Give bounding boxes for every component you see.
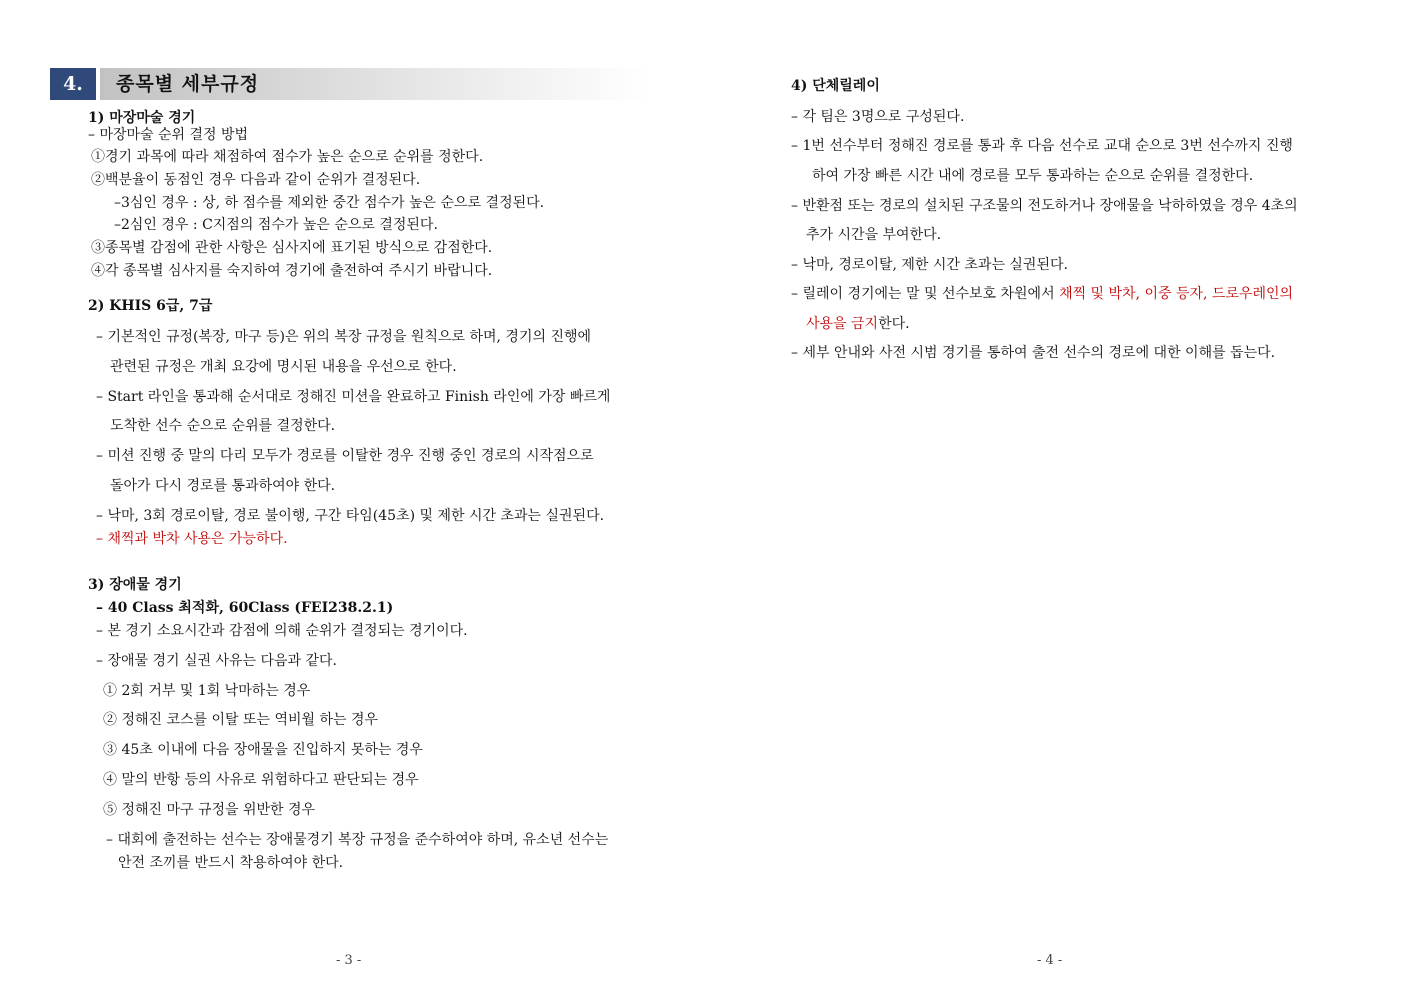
page-number-right: - 4 - (1037, 953, 1063, 968)
relay-line-7-prefix: – 릴레이 경기에는 말 및 선수보호 차원에서 (791, 286, 1060, 302)
relay-line-4: – 반환점 또는 경로의 설치된 구조물의 전도하거나 장애물을 낙하하였을 경우 4초의 (791, 198, 1298, 214)
dressage-rule-1: ①경기 과목에 따라 채점하여 점수가 높은 순으로 순위를 정한다. (91, 149, 484, 165)
jumping-item-4: ④ 말의 반항 등의 사유로 위험하다고 판단되는 경우 (103, 772, 419, 788)
dressage-rule-2a: –3심인 경우 : 상, 하 점수를 제외한 중간 점수가 높은 순으로 결정된다. (114, 195, 545, 211)
page-left (0, 0, 700, 992)
khis-line-1: – 기본적인 규정(복장, 마구 등)은 위의 복장 규정을 원칙으로 하며, 경기의 진행에 (96, 329, 592, 345)
relay-line-8-red: 사용을 금지 (806, 316, 879, 332)
khis-line-4: 도착한 선수 순으로 순위를 결정한다. (110, 418, 336, 434)
page-number-left: - 3 - (336, 953, 362, 968)
jumping-line-2: – 장애물 경기 실권 사유는 다음과 같다. (96, 653, 338, 669)
khis-line-3: – Start 라인을 통과해 순서대로 정해진 미션을 완료하고 Finish 라인에 가장 빠르게 (96, 389, 611, 405)
section-number: 4. (50, 68, 96, 100)
jumping-item-3: ③ 45초 이내에 다음 장애물을 진입하지 못하는 경우 (103, 742, 423, 758)
jumping-line-1: – 본 경기 소요시간과 감점에 의해 순위가 결정되는 경기이다. (96, 623, 468, 639)
relay-line-9: – 세부 안내와 사전 시범 경기를 통하여 출전 선수의 경로에 대한 이해를 돕는다. (791, 345, 1276, 361)
jumping-heading: 3) 장애물 경기 (88, 577, 182, 593)
dressage-subheading: – 마장마술 순위 결정 방법 (88, 127, 249, 143)
relay-line-5: 추가 시간을 부여한다. (806, 227, 942, 243)
khis-line-2: 관련된 규정은 개최 요강에 명시된 내용을 우선으로 한다. (110, 359, 457, 375)
dressage-rule-4: ④각 종목별 심사지를 숙지하여 경기에 출전하여 주시기 바랍니다. (91, 263, 493, 279)
dressage-rule-3: ③종목별 감점에 관한 사항은 심사지에 표기된 방식으로 감점한다. (91, 240, 493, 256)
relay-line-8-suffix: 한다. (878, 316, 910, 332)
khis-line-8-red: – 채찍과 박차 사용은 가능하다. (96, 531, 288, 547)
relay-line-1: – 각 팀은 3명으로 구성된다. (791, 109, 965, 125)
jumping-class-line: – 40 Class 최적화, 60Class (FEI238.2.1) (96, 600, 394, 616)
relay-line-2: – 1번 선수부터 정해진 경로를 통과 후 다음 선수로 교대 순으로 3번 선수까지 진행 (791, 138, 1293, 154)
jumping-item-5: ⑤ 정해진 마구 규정을 위반한 경우 (103, 802, 316, 818)
relay-line-3: 하여 가장 빠른 시간 내에 경로를 모두 통과하는 순으로 순위를 결정한다. (812, 168, 1254, 184)
dressage-heading: 1) 마장마술 경기 (88, 110, 196, 126)
relay-line-6: – 낙마, 경로이탈, 제한 시간 초과는 실권된다. (791, 257, 1068, 273)
section-header (50, 68, 648, 100)
relay-line-7 (791, 285, 1293, 303)
khis-line-5: – 미션 진행 중 말의 다리 모두가 경로를 이탈한 경우 진행 중인 경로의 시작점으로 (96, 448, 594, 464)
section-title-bar (100, 68, 648, 100)
dressage-rule-2b: –2심인 경우 : C지점의 점수가 높은 순으로 결정된다. (114, 217, 438, 233)
page-right (700, 0, 1403, 992)
khis-line-6: 돌아가 다시 경로를 통과하여야 한다. (110, 478, 336, 494)
dressage-rule-2: ②백분율이 동점인 경우 다음과 같이 순위가 결정된다. (91, 172, 421, 188)
section-title: 종목별 세부규정 (116, 73, 260, 95)
jumping-last-2: 안전 조끼를 반드시 착용하여야 한다. (118, 855, 344, 871)
jumping-last-1: – 대회에 출전하는 선수는 장애물경기 복장 규정을 준수하여야 하며, 유소년 선수는 (106, 832, 609, 848)
relay-line-8 (806, 315, 910, 333)
khis-heading: 2) KHIS 6급, 7급 (88, 298, 213, 314)
jumping-item-2: ② 정해진 코스를 이탈 또는 역비월 하는 경우 (103, 712, 379, 728)
relay-heading: 4) 단체릴레이 (791, 78, 880, 94)
relay-line-7-red: 채찍 및 박차, 이중 등자, 드로우레인의 (1059, 286, 1294, 302)
jumping-item-1: ① 2회 거부 및 1회 낙마하는 경우 (103, 683, 311, 699)
khis-line-7: – 낙마, 3회 경로이탈, 경로 불이행, 구간 타임(45초) 및 제한 시간 초과는 실권된다. (96, 508, 605, 524)
